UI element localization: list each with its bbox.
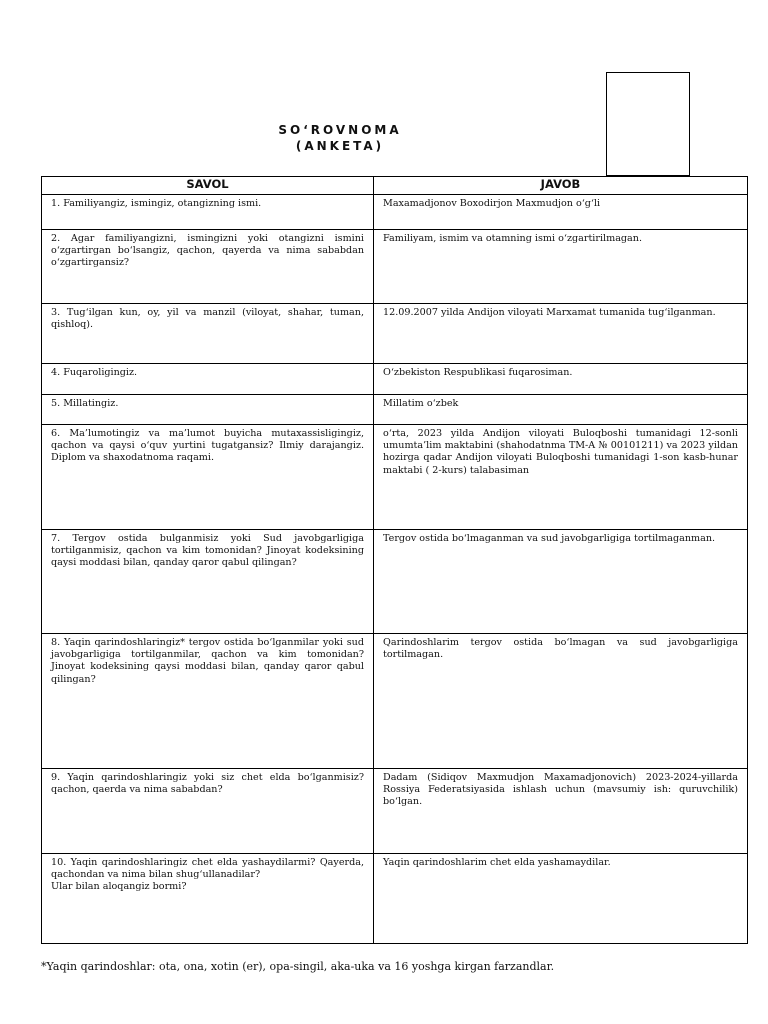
table-row bbox=[42, 425, 748, 530]
table-row bbox=[42, 769, 748, 854]
answer-cell: o‘rta, 2023 yilda Andijon viloyati Buloqboshi tumanidagi 12-sonli umumta’lim maktabini (shahodatnma TM-A № 00101211) va 2023 yildan hozirga qadar Andijon viloyati Buloqboshi tumanidagi 1-son kasb-hunar maktabi ( 2-kurs) talabasiman bbox=[374, 425, 748, 530]
question-cell: 4. Fuqaroligingiz. bbox=[42, 364, 374, 395]
table-header-row bbox=[42, 177, 748, 195]
table-row bbox=[42, 395, 748, 425]
answer-cell: O‘zbekiston Respublikasi fuqarosiman. bbox=[374, 364, 748, 395]
question-cell: 3. Tug‘ilgan kun, oy, yil va manzil (viloyat, shahar, tuman, qishloq). bbox=[42, 304, 374, 364]
answer-cell: Tergov ostida bo‘lmaganman va sud javobgarligiga tortilmaganman. bbox=[374, 530, 748, 634]
question-cell: 5. Millatingiz. bbox=[42, 395, 374, 425]
question-cell: 1. Familiyangiz, ismingiz, otangizning ismi. bbox=[42, 195, 374, 230]
answer-cell: Qarindoshlarim tergov ostida bo‘lmagan va sud javobgarligiga tortilmagan. bbox=[374, 634, 748, 769]
question-cell: 10. Yaqin qarindoshlaringiz chet elda yashaydilarmi? Qayerda, qachondan va nima bilan shug‘ullanadilar? Ular bilan aloqangiz bormi? bbox=[42, 854, 374, 944]
column-header-question: SAVOL bbox=[42, 177, 374, 195]
answer-cell: Familiyam, ismim va otamning ismi o‘zgartirilmagan. bbox=[374, 230, 748, 304]
question-cell: 6. Ma’lumotingiz va ma’lumot buyicha mutaxassisligingiz, qachon va qaysi o‘quv yurtini tugatgansiz? Ilmiy darajangiz. Diplom va shaxodatnoma raqami. bbox=[42, 425, 374, 530]
answer-cell: Maxamadjonov Boxodirjon Maxmudjon o‘g‘li bbox=[374, 195, 748, 230]
table-row bbox=[42, 634, 748, 769]
answer-cell: Dadam (Sidiqov Maxmudjon Maxamadjonovich) 2023-2024-yillarda Rossiya Federatsiyasida ishlash uchun (mavsumiy ish: quruvchilik) bo‘lgan. bbox=[374, 769, 748, 854]
answer-cell: Yaqin qarindoshlarim chet elda yashamaydilar. bbox=[374, 854, 748, 944]
question-cell: 7. Tergov ostida bulganmisiz yoki Sud javobgarligiga tortilganmisiz, qachon va kim tomonidan? Jinoyat kodeksining qaysi moddasi bilan, qanday qaror qabul qilingan? bbox=[42, 530, 374, 634]
answer-cell: Millatim o‘zbek bbox=[374, 395, 748, 425]
footnote: *Yaqin qarindoshlar: ota, ona, xotin (er), opa-singil, aka-uka va 16 yoshga kirgan farzandlar. bbox=[41, 960, 555, 973]
form-subtitle: (ANKETA) bbox=[295, 139, 385, 153]
column-header-answer: JAVOB bbox=[374, 177, 748, 195]
table-row bbox=[42, 304, 748, 364]
table-row bbox=[42, 854, 748, 944]
table-row bbox=[42, 364, 748, 395]
questionnaire-table bbox=[41, 176, 748, 944]
question-cell: 2. Agar familiyangizni, ismingizni yoki otangizni ismini o‘zgartirgan bo‘lsangiz, qachon, qayerda va nima sababdan o‘zgartirgansiz? bbox=[42, 230, 374, 304]
form-title: SO‘ROVNOMA bbox=[278, 123, 402, 137]
table-row bbox=[42, 530, 748, 634]
question-cell: 9. Yaqin qarindoshlaringiz yoki siz chet elda bo‘lganmisiz? qachon, qaerda va nima sababdan? bbox=[42, 769, 374, 854]
table-row bbox=[42, 195, 748, 230]
question-cell: 8. Yaqin qarindoshlaringiz* tergov ostida bo‘lganmilar yoki sud javobgarligiga tortilganmilar, qachon va kim tomonidan? Jinoyat kodeksining qaysi moddasi bilan, qanday qaror qabul qilingan? bbox=[42, 634, 374, 769]
table-row bbox=[42, 230, 748, 304]
answer-cell: 12.09.2007 yilda Andijon viloyati Marxamat tumanida tug‘ilganman. bbox=[374, 304, 748, 364]
